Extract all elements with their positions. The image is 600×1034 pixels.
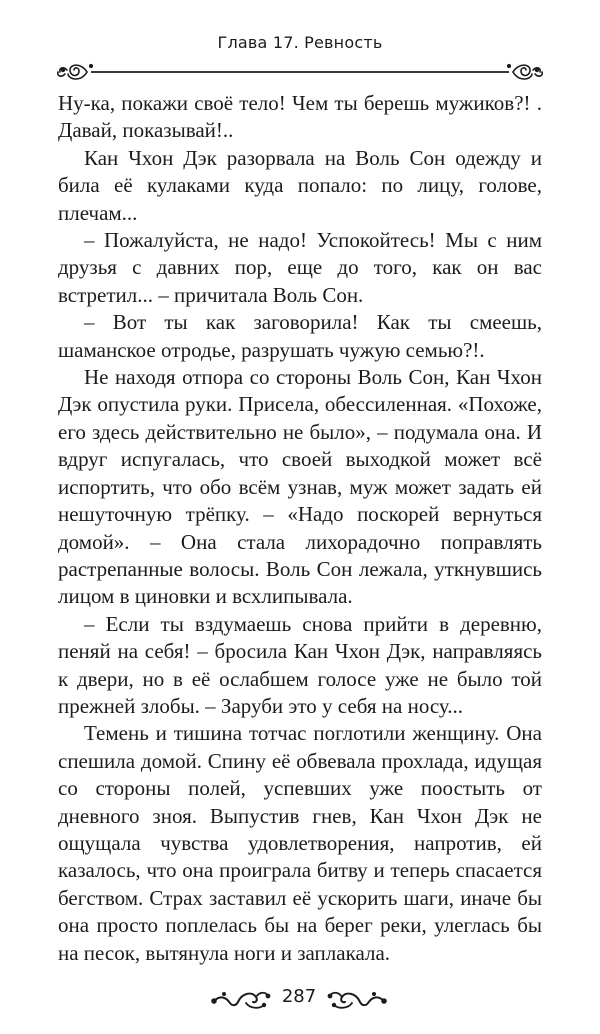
footer-left-ornament-icon <box>210 985 272 1013</box>
paragraph: Не находя отпора со стороны Воль Сон, Кан Чхон Дэк опустила руки. Присела, обессиленная. «Похоже, его здесь действительно не было», – подумала она. И вдруг испугалась, что своей выходкой может всё испортить, что обо всём узнав, муж может задать ей нешуточную трёпку. – «Надо поскорей вернуться домой». – Она стала лихорадочно поправлять растрепанные волосы. Воль Сон лежала, уткнувшись лицом в циновки и всхлипывала. <box>58 365 542 609</box>
footer-right-ornament-icon <box>326 985 388 1013</box>
paragraph: – Вот ты как заговорила! Как ты смеешь, шаманское отродье, разрушать чужую семью?!. <box>58 310 542 362</box>
paragraph: – Пожалуйста, не надо! Успокойтесь! Мы с ним друзья с давних пор, еще до того, как он вас встретил... – причитала Воль Сон. <box>58 228 542 307</box>
page-body <box>58 90 542 967</box>
paragraph: Ну-ка, покажи своё тело! Чем ты берешь мужиков?! . Давай, показывай!.. <box>58 91 542 143</box>
page-footer <box>0 983 600 1017</box>
paragraph: Темень и тишина тотчас поглотили женщину. Она спешила домой. Спину её обвевала прохлада, идущая со стороны полей, успевших уже поостыть от дневного зноя. Выпустив гнев, Кан Чхон Дэк не ощущала чувства удовлетворения, напротив, ей казалось, что она проиграла битву и теперь спасается бегством. Страх заставил её ускорить шаги, иначе бы она просто поплелась бы на берег реки, улеглась бы на песок, вытянула ноги и заплакала. <box>58 721 542 965</box>
chapter-title: Глава 17. Ревность <box>217 33 383 52</box>
paragraph: Кан Чхон Дэк разорвала на Воль Сон одежду и била её кулаками куда попало: по лицу, голове, плечам... <box>58 145 542 225</box>
header-ornament-rule-icon <box>55 56 545 86</box>
page-number: 287 <box>281 986 317 1007</box>
paragraph: – Если ты вздумаешь снова прийти в деревню, пеняй на себя! – бросила Кан Чхон Дэк, направляясь к двери, но в её ослабшем голосе уже не было той прежней злобы. – Заруби это у себя на носу... <box>58 611 542 718</box>
